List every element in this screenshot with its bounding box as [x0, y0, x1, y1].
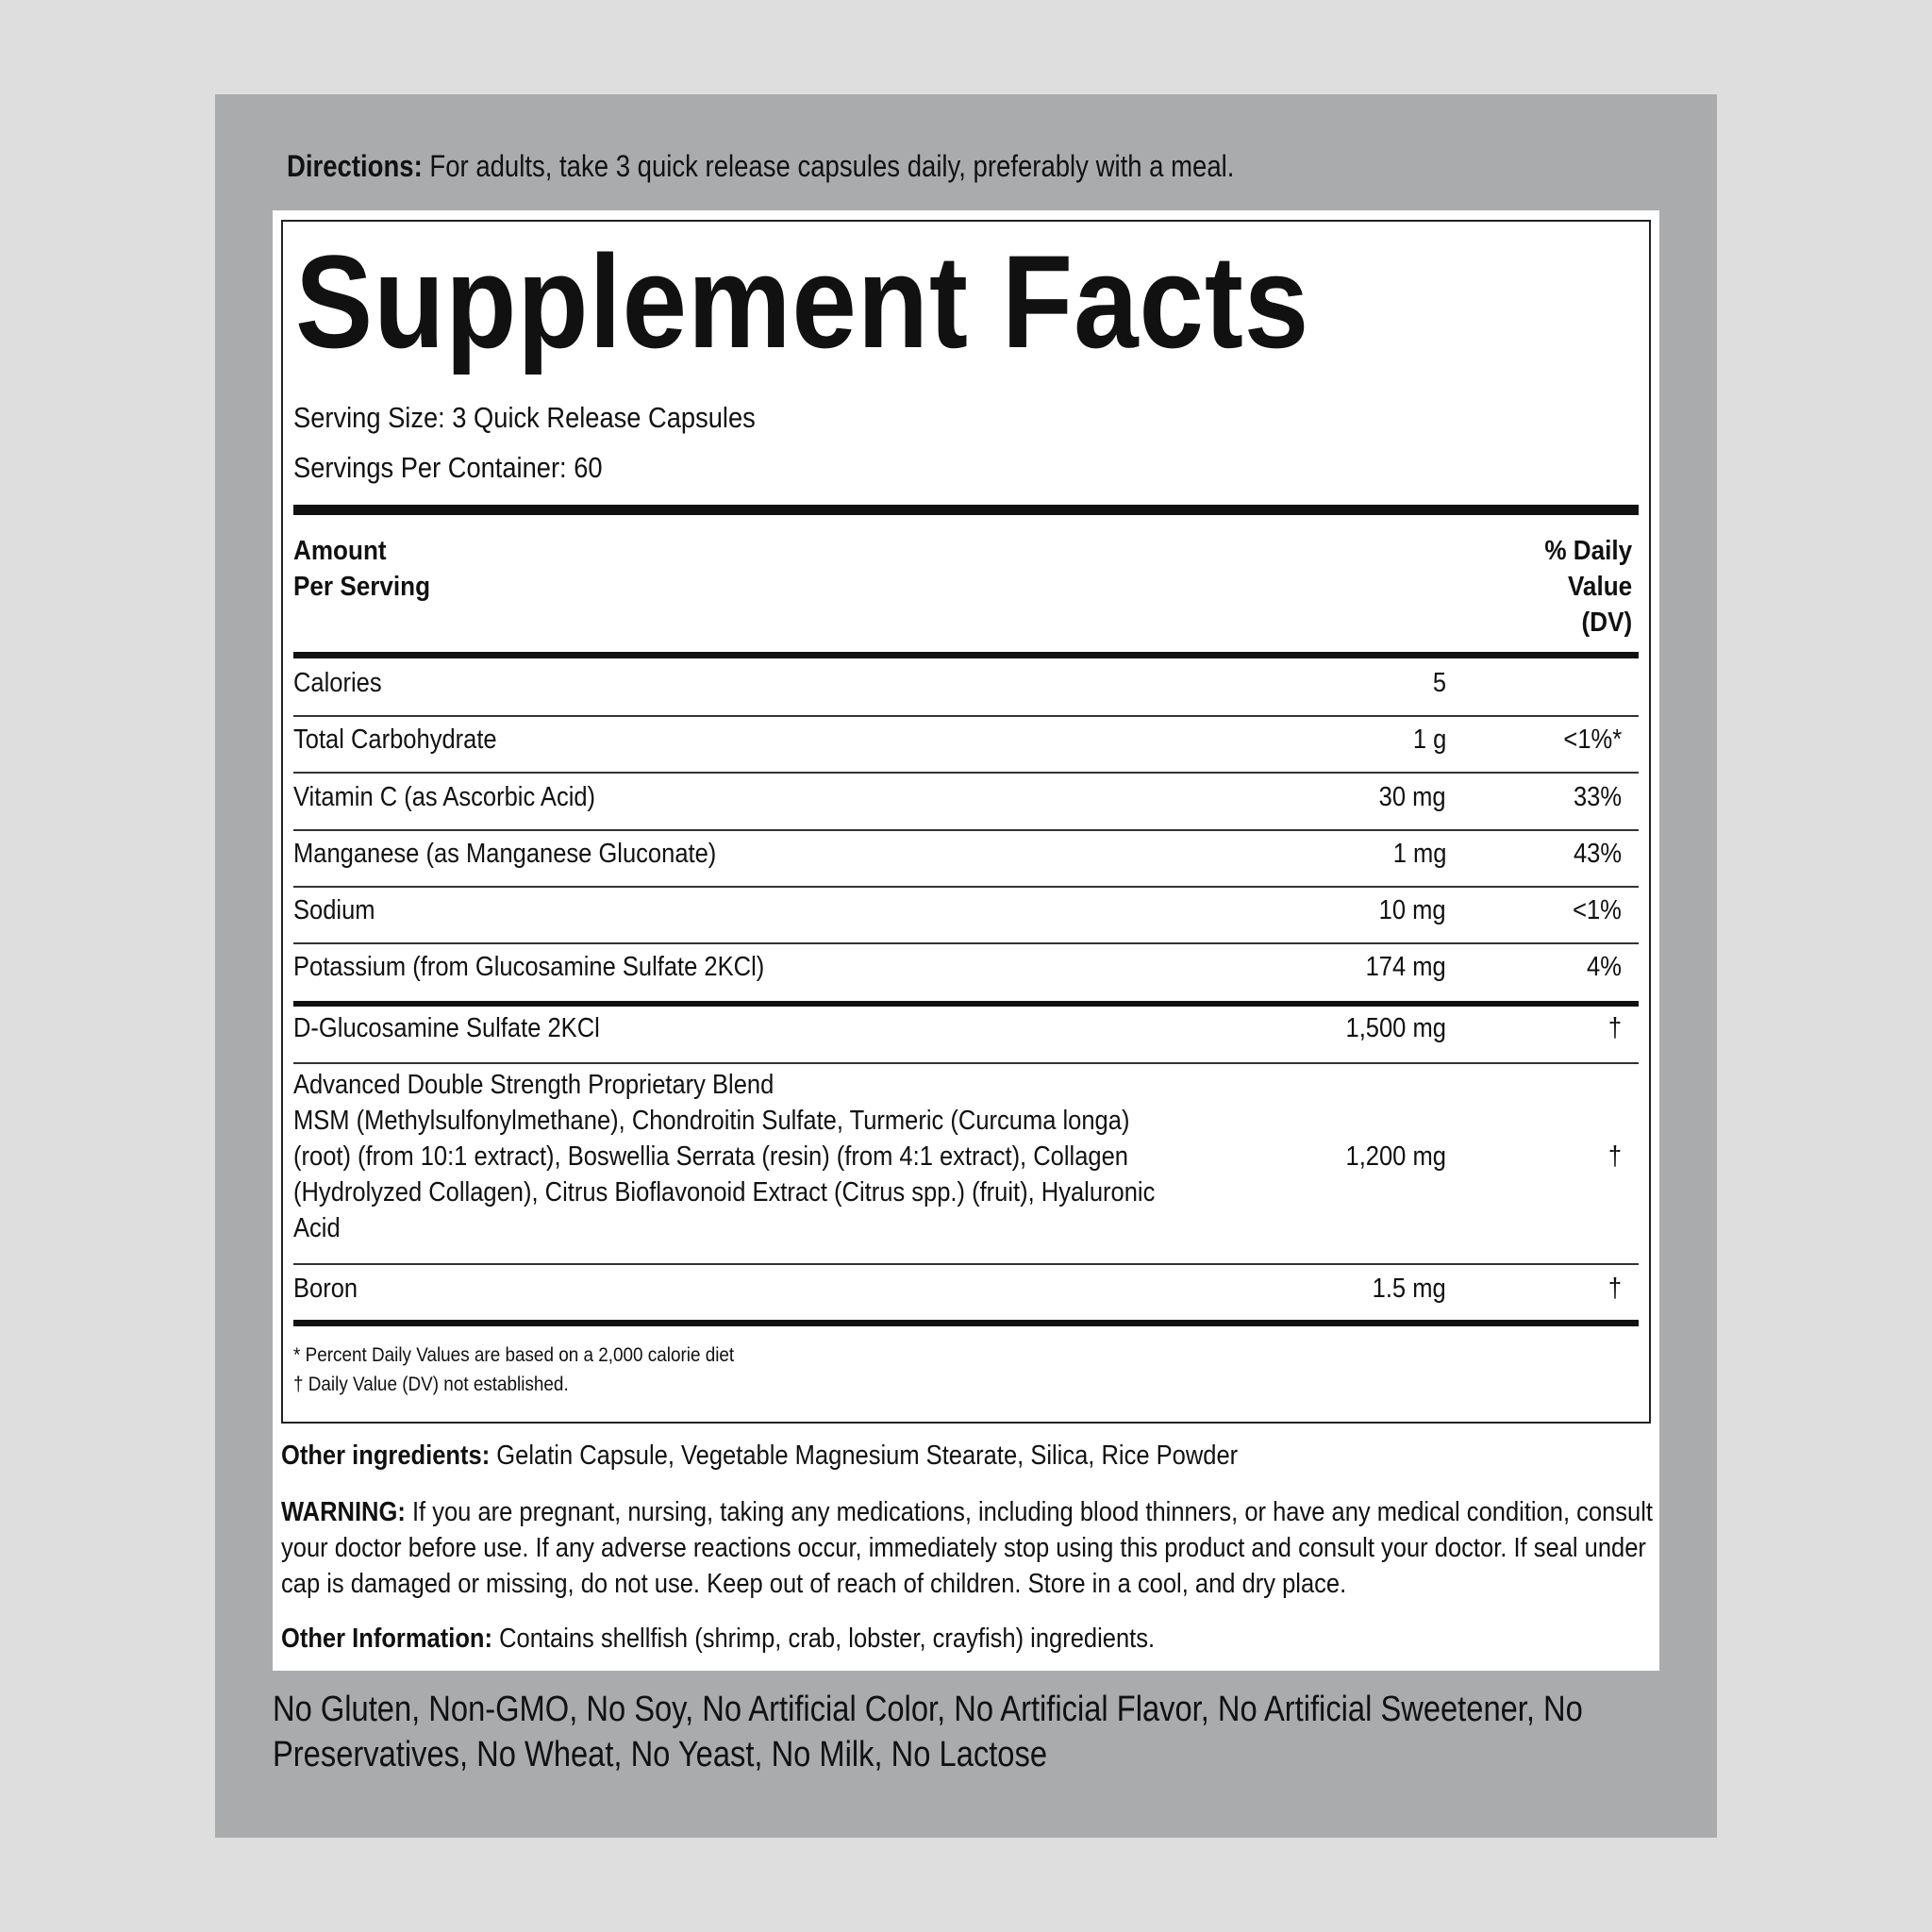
amount-per-serving-header — [293, 533, 430, 605]
nutrient-name: Boron — [293, 1274, 358, 1304]
warning — [281, 1494, 1659, 1602]
directions — [287, 149, 1234, 184]
nutrient-name: Vitamin C (as Ascorbic Acid) — [293, 782, 596, 812]
nutrient-dv: † — [1607, 1274, 1622, 1304]
nutrient-amount: 30 mg — [1379, 782, 1446, 812]
footnote-percent-dv: * Percent Daily Values are based on a 2,000 calorie diet — [293, 1344, 735, 1366]
nutrient-dv: 43% — [1573, 839, 1622, 869]
row-divider — [293, 942, 1639, 944]
nutrient-amount: 1.5 mg — [1372, 1274, 1446, 1304]
amount-header-line1: Amount — [293, 536, 387, 566]
nutrient-amount: 1,200 mg — [1345, 1141, 1446, 1172]
blend-ingredients: MSM (Methylsulfonylmethane), Chondroitin Sulfate, Turmeric (Curcuma longa) (root) (from 10:1 extract), Boswellia Serrata (resin) (from 4:1 extract), Collagen (Hydrolyzed Collagen), Citrus Bioflavonoid Extract (Citrus spp.) (fruit), Hyaluronic Acid — [293, 1106, 1156, 1243]
nutrient-amount: 10 mg — [1379, 895, 1446, 925]
dv-header-line2: Value — [1567, 572, 1632, 602]
nutrient-name: D-Glucosamine Sulfate 2KCl — [293, 1013, 600, 1043]
daily-value-header — [1544, 533, 1632, 641]
nutrient-name: Total Carbohydrate — [293, 724, 497, 755]
other-information-text: Contains shellfish (shrimp, crab, lobster, crayfish) ingredients. — [492, 1624, 1156, 1654]
amount-header-line2: Per Serving — [293, 572, 431, 602]
nutrient-dv: † — [1607, 1013, 1622, 1043]
other-ingredients-label: Other ingredients: — [281, 1441, 491, 1471]
dv-header-line1: % Daily — [1544, 536, 1632, 566]
other-ingredients-text: Gelatin Capsule, Vegetable Magnesium Stearate, Silica, Rice Powder — [490, 1441, 1239, 1471]
row-divider — [293, 886, 1639, 888]
facts-title: Supplement Facts — [295, 227, 1310, 375]
rule-header-bottom — [293, 652, 1639, 658]
directions-label: Directions: — [287, 149, 423, 183]
nutrient-amount: 1 mg — [1392, 839, 1446, 869]
nutrient-amount: 174 mg — [1365, 952, 1446, 982]
nutrient-name: Potassium (from Glucosamine Sulfate 2KCl) — [293, 952, 765, 982]
nutrient-dv: 4% — [1587, 952, 1622, 982]
row-divider — [293, 829, 1639, 831]
row-divider — [293, 1263, 1639, 1265]
supplement-facts-panel — [281, 220, 1651, 1424]
rule-table-bottom — [293, 1320, 1639, 1326]
nutrient-name: Calories — [293, 668, 382, 698]
warning-text: If you are pregnant, nursing, taking any medications, including blood thinners, or have any medical condition, consult your doctor before use. If any adverse reactions occur, immediately stop using this product and consult your doctor. If seal under cap is damaged or missing, do not use. Keep out of reach of children. Store in a cool, and dry place. — [281, 1497, 1654, 1599]
nutrient-dv: 33% — [1573, 782, 1622, 812]
nutrient-dv: † — [1607, 1141, 1622, 1172]
row-divider — [293, 715, 1639, 717]
nutrient-amount: 1,500 mg — [1345, 1013, 1446, 1043]
footnote-dv-not-established: † Daily Value (DV) not established. — [293, 1374, 569, 1395]
other-information — [281, 1621, 1659, 1657]
rule-vitamins-end — [293, 1001, 1639, 1007]
warning-label: WARNING: — [281, 1497, 406, 1527]
nutrient-amount: 5 — [1432, 668, 1446, 698]
nutrient-dv: <1%* — [1563, 724, 1622, 755]
row-divider — [293, 1062, 1639, 1064]
blend-text — [293, 1067, 1190, 1246]
blend-name: Advanced Double Strength Proprietary Blend — [293, 1070, 774, 1100]
nutrient-name: Manganese (as Manganese Gluconate) — [293, 839, 717, 869]
servings-per-container: Servings Per Container: 60 — [293, 451, 603, 484]
directions-text: For adults, take 3 quick release capsules daily, preferably with a meal. — [422, 149, 1235, 183]
row-divider — [293, 772, 1639, 774]
rule-header-top — [293, 505, 1639, 515]
other-information-label: Other Information: — [281, 1624, 493, 1654]
nutrient-name: Sodium — [293, 895, 375, 925]
other-ingredients — [281, 1438, 1659, 1474]
nutrient-amount: 1 g — [1412, 724, 1446, 755]
free-from-claims: No Gluten, Non-GMO, No Soy, No Artificial Color, No Artificial Flavor, No Artificial Sweetener, No Preservatives, No Wheat, No Yeast, No Milk, No Lactose — [273, 1690, 1583, 1774]
nutrient-dv: <1% — [1573, 895, 1622, 925]
dv-header-line3: (DV) — [1581, 608, 1632, 638]
serving-size: Serving Size: 3 Quick Release Capsules — [293, 401, 756, 434]
table-row-blend — [293, 1067, 1639, 1265]
